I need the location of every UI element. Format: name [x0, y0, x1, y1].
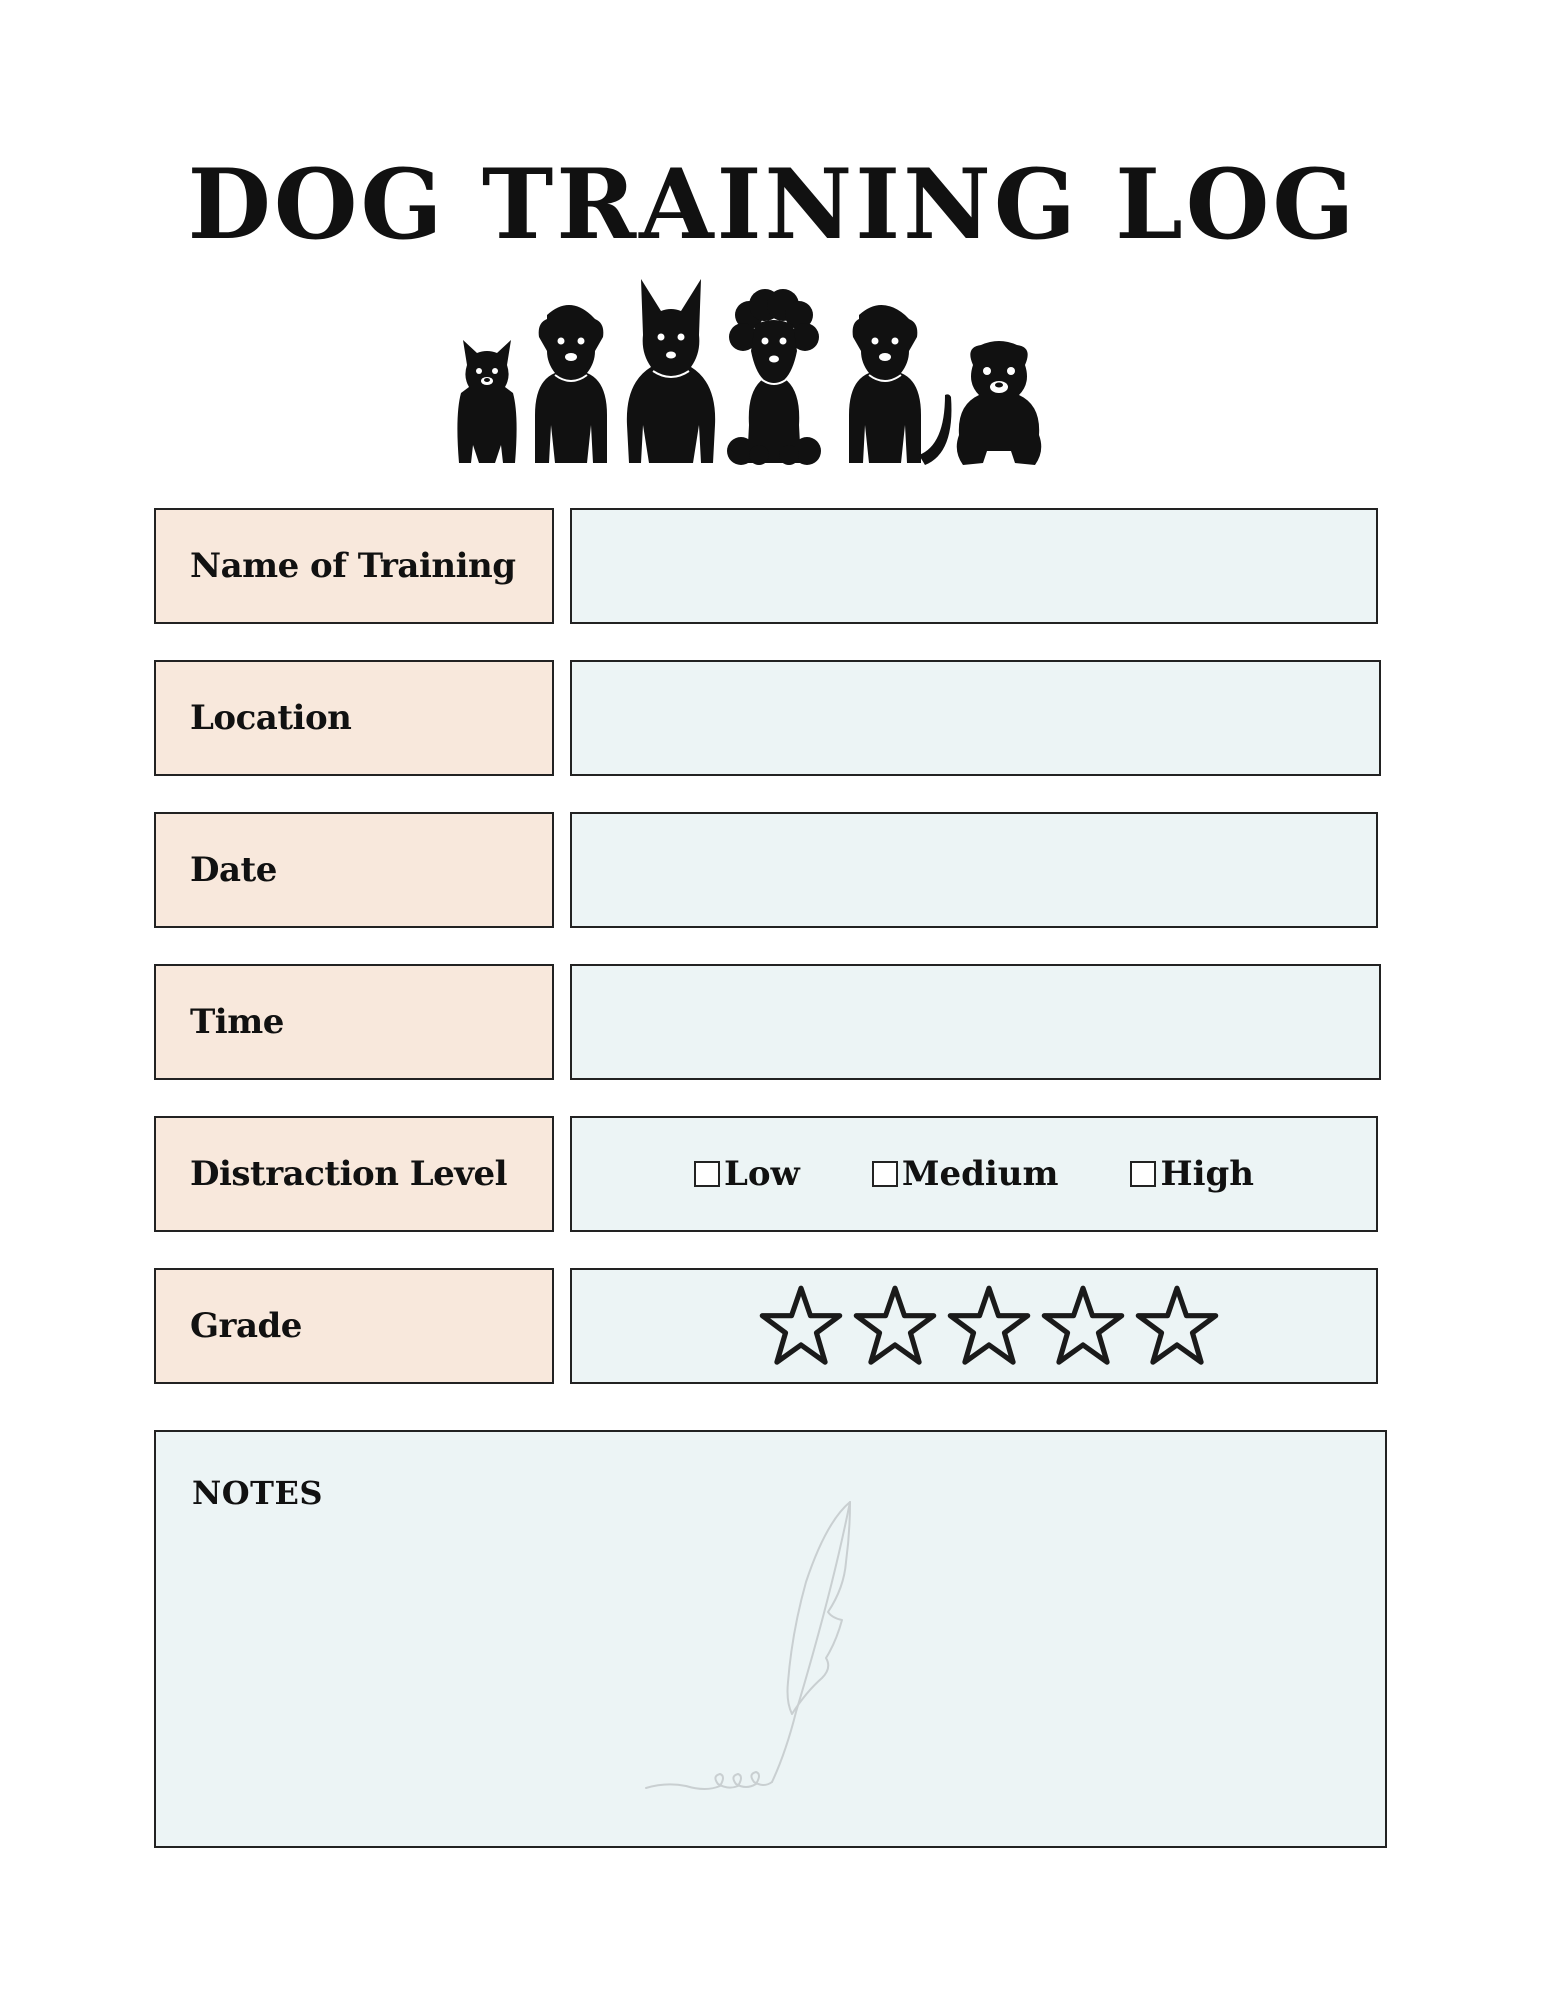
quill-pen-icon — [636, 1492, 896, 1812]
poodle-icon — [727, 289, 821, 465]
star-5-icon[interactable] — [1134, 1283, 1220, 1369]
field-label-distraction-level: Distraction Level — [154, 1116, 554, 1232]
grade-rating — [570, 1268, 1378, 1384]
notes-label: NOTES — [192, 1474, 323, 1512]
time-input[interactable] — [570, 964, 1381, 1080]
retriever-icon — [849, 305, 951, 465]
field-label-name-of-training: Name of Training — [154, 508, 554, 624]
checkbox-icon[interactable] — [872, 1161, 898, 1187]
page-title: DOG TRAINING LOG — [187, 148, 1358, 261]
option-label: High — [1160, 1154, 1255, 1194]
date-input[interactable] — [570, 812, 1378, 928]
option-label: Low — [723, 1154, 800, 1194]
distraction-option-medium[interactable] — [872, 1154, 1059, 1194]
dog-silhouettes-icon — [455, 275, 1095, 475]
labrador-icon — [535, 305, 607, 463]
field-label-date: Date — [154, 812, 554, 928]
distraction-level-group — [570, 1116, 1378, 1232]
french-bulldog-icon — [457, 340, 516, 463]
star-2-icon[interactable] — [852, 1283, 938, 1369]
location-input[interactable] — [570, 660, 1381, 776]
pug-icon — [957, 341, 1042, 465]
star-4-icon[interactable] — [1040, 1283, 1126, 1369]
star-3-icon[interactable] — [946, 1283, 1032, 1369]
field-label-grade: Grade — [154, 1268, 554, 1384]
option-label: Medium — [901, 1154, 1059, 1194]
field-label-time: Time — [154, 964, 554, 1080]
notes-area[interactable] — [154, 1430, 1387, 1848]
german-shepherd-icon — [627, 279, 715, 463]
checkbox-icon[interactable] — [694, 1161, 720, 1187]
name-of-training-input[interactable] — [570, 508, 1378, 624]
field-label-location: Location — [154, 660, 554, 776]
distraction-option-low[interactable] — [694, 1154, 800, 1194]
checkbox-icon[interactable] — [1130, 1161, 1156, 1187]
star-1-icon[interactable] — [758, 1283, 844, 1369]
distraction-option-high[interactable] — [1130, 1154, 1254, 1194]
